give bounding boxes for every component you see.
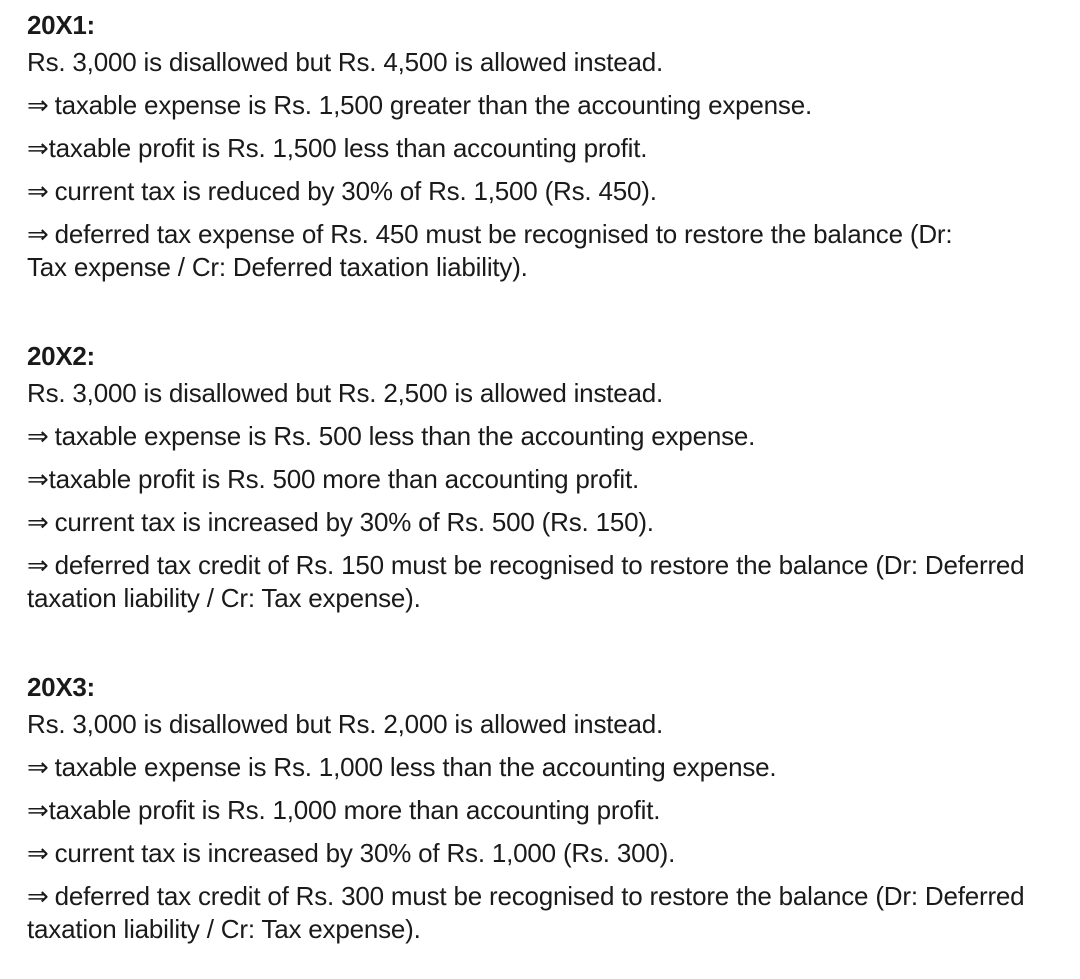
point-text: deferred tax expense of Rs. 450 must be recognised to restore the balance (Dr: Tax expense / Cr: Deferred taxation liability). bbox=[27, 219, 953, 282]
point-line bbox=[27, 463, 1067, 495]
section-heading: 20X1: bbox=[27, 10, 95, 40]
point-text: taxable profit is Rs. 500 more than accounting profit. bbox=[48, 464, 640, 494]
point-text: taxable expense is Rs. 1,500 greater than the accounting expense. bbox=[54, 90, 812, 120]
intro-line: Rs. 3,000 is disallowed but Rs. 2,500 is allowed instead. bbox=[27, 378, 664, 408]
implies-arrow-icon: ⇒ bbox=[27, 176, 49, 206]
implies-arrow-icon: ⇒ bbox=[27, 90, 49, 120]
point-text: taxable profit is Rs. 1,000 more than accounting profit. bbox=[48, 795, 661, 825]
section-heading: 20X2: bbox=[27, 341, 95, 371]
point-line bbox=[27, 880, 1037, 946]
point-line bbox=[27, 549, 1037, 615]
implies-arrow-icon: ⇒ bbox=[27, 219, 49, 249]
point-text: taxable profit is Rs. 1,500 less than accounting profit. bbox=[48, 133, 648, 163]
section-heading: 20X3: bbox=[27, 672, 95, 702]
implies-arrow-icon: ⇒ bbox=[27, 421, 49, 451]
point-text: deferred tax credit of Rs. 300 must be recognised to restore the balance (Dr: Deferred taxation liability / Cr: Tax expense). bbox=[27, 881, 1025, 944]
implies-arrow-icon: ⇒ bbox=[27, 881, 49, 911]
section-20x3 bbox=[27, 672, 1067, 946]
point-text: current tax is increased by 30% of Rs. 500 (Rs. 150). bbox=[54, 507, 654, 537]
implies-arrow-icon: ⇒ bbox=[27, 838, 49, 868]
point-text: deferred tax credit of Rs. 150 must be recognised to restore the balance (Dr: Deferred taxation liability / Cr: Tax expense). bbox=[27, 550, 1025, 613]
point-line bbox=[27, 218, 987, 284]
point-line bbox=[27, 132, 1067, 164]
point-line bbox=[27, 837, 1067, 869]
point-line bbox=[27, 751, 1067, 783]
implies-arrow-icon: ⇒ bbox=[27, 507, 49, 537]
point-line bbox=[27, 794, 1067, 826]
implies-arrow-icon: ⇒ bbox=[27, 550, 49, 580]
section-20x1 bbox=[27, 10, 1067, 284]
point-line bbox=[27, 506, 1067, 538]
point-line bbox=[27, 420, 1067, 452]
point-text: current tax is reduced by 30% of Rs. 1,500 (Rs. 450). bbox=[54, 176, 657, 206]
intro-line: Rs. 3,000 is disallowed but Rs. 4,500 is allowed instead. bbox=[27, 47, 664, 77]
implies-arrow-icon: ⇒ bbox=[27, 133, 49, 163]
section-20x2 bbox=[27, 341, 1067, 615]
implies-arrow-icon: ⇒ bbox=[27, 752, 49, 782]
point-text: current tax is increased by 30% of Rs. 1,000 (Rs. 300). bbox=[54, 838, 676, 868]
implies-arrow-icon: ⇒ bbox=[27, 795, 49, 825]
point-text: taxable expense is Rs. 1,000 less than the accounting expense. bbox=[54, 752, 777, 782]
point-line bbox=[27, 89, 1067, 121]
point-line bbox=[27, 175, 1067, 207]
intro-line: Rs. 3,000 is disallowed but Rs. 2,000 is allowed instead. bbox=[27, 709, 664, 739]
point-text: taxable expense is Rs. 500 less than the accounting expense. bbox=[54, 421, 756, 451]
implies-arrow-icon: ⇒ bbox=[27, 464, 49, 494]
